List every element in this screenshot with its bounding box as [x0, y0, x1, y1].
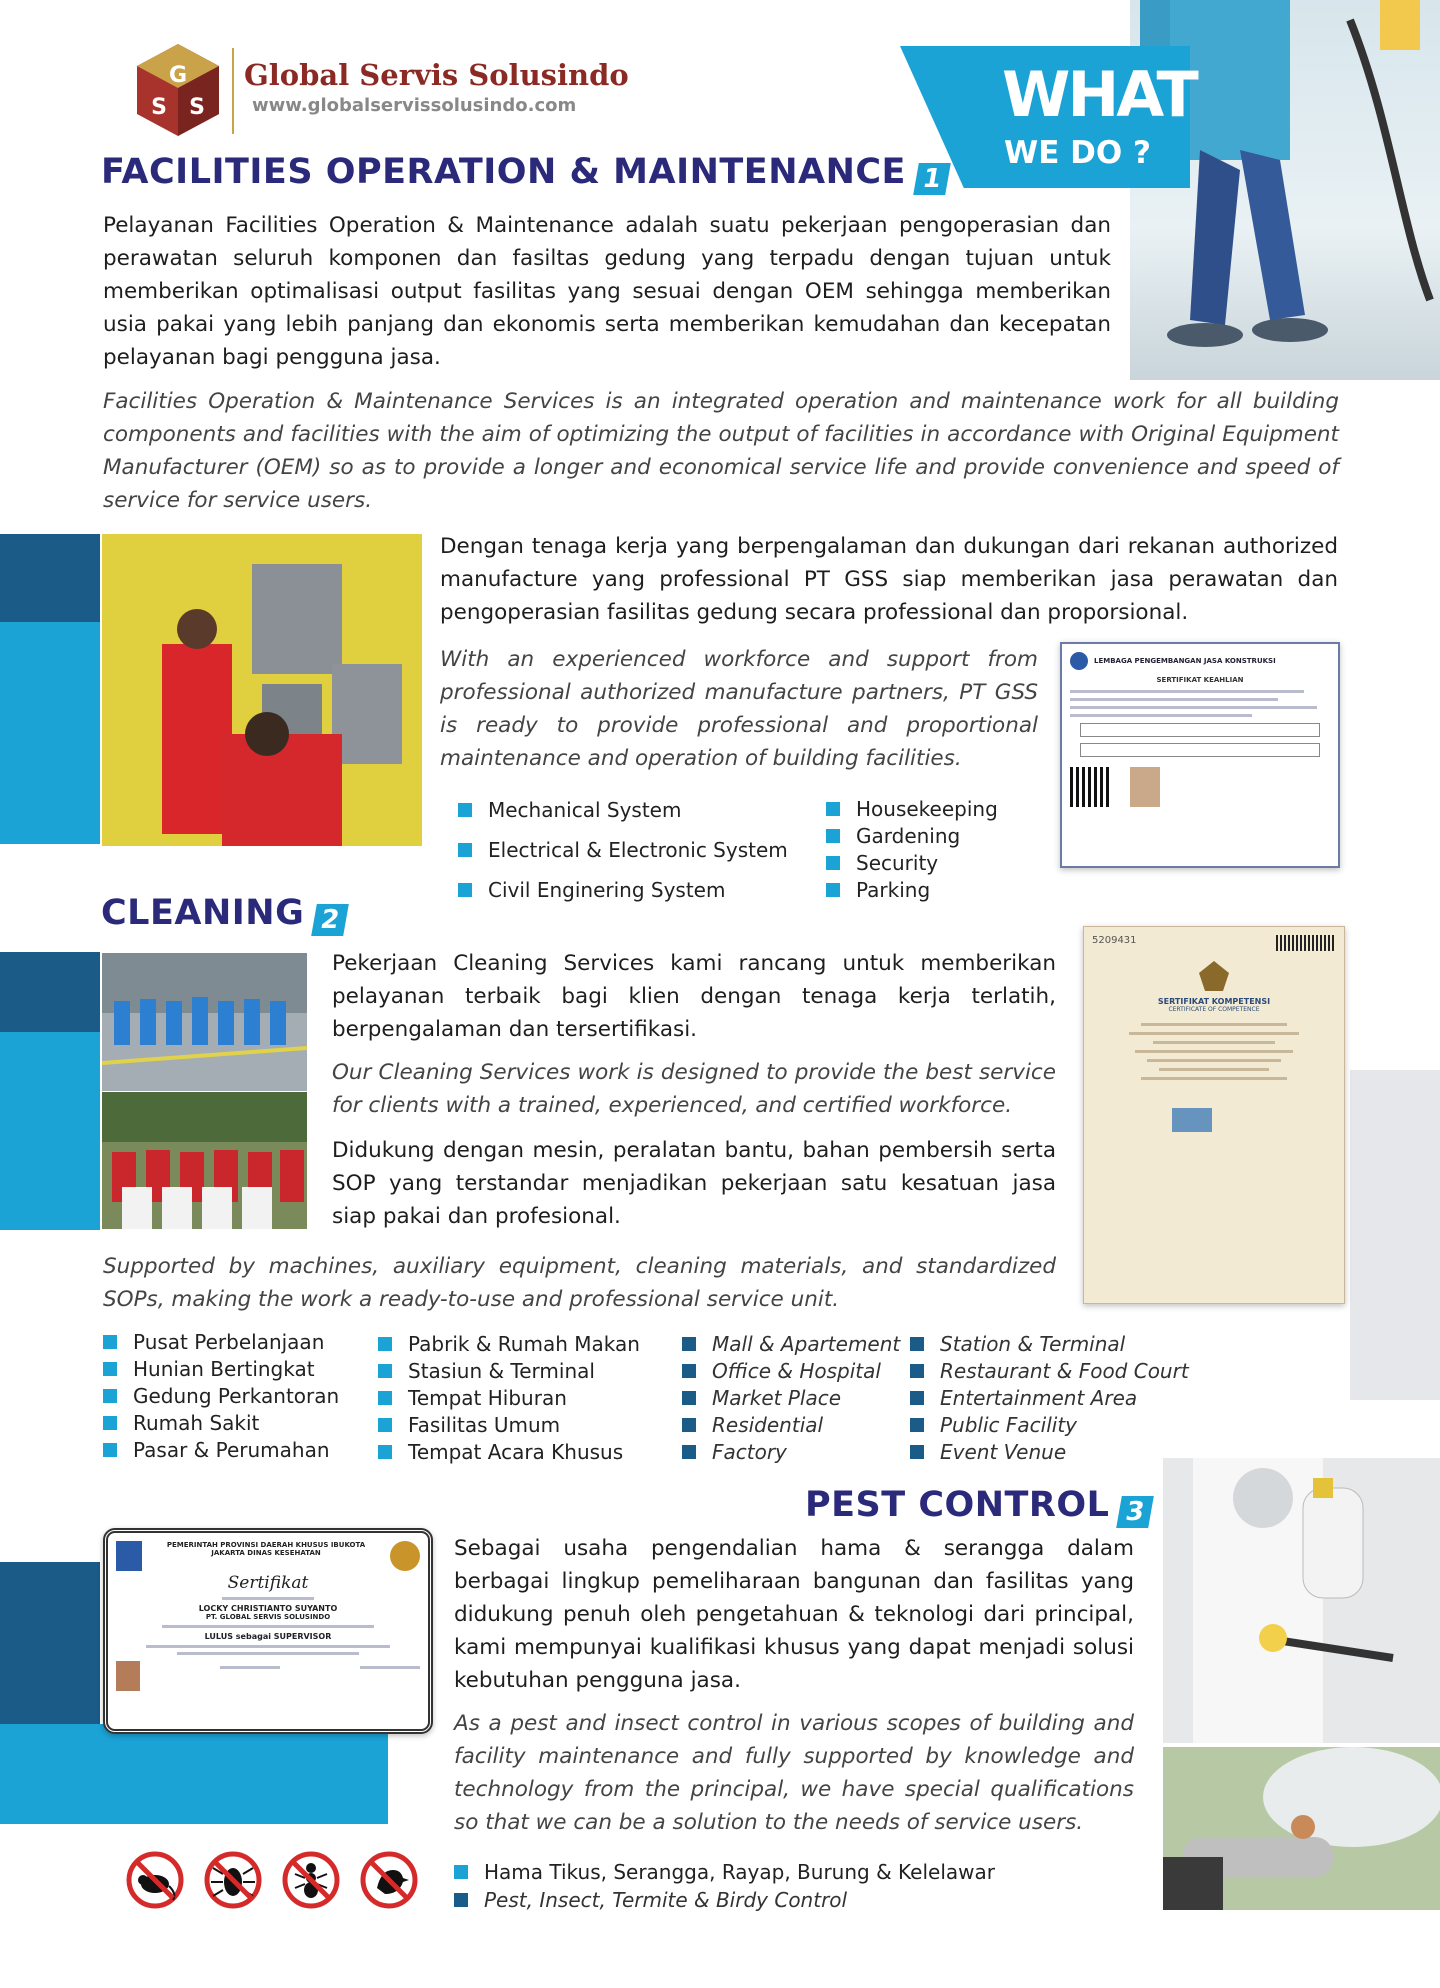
list-item: Market Place — [682, 1384, 900, 1411]
cert3-header: PEMERINTAH PROVINSI DAERAH KHUSUS IBUKOTA JAKARTA DINAS KESEHATAN — [166, 1541, 366, 1557]
brand-name: Global Servis Solusindo — [244, 58, 629, 92]
qr-code-icon — [1070, 767, 1110, 807]
list-item: Restaurant & Food Court — [910, 1357, 1189, 1384]
section2-team-photo-2 — [102, 1092, 307, 1229]
list-item: Electrical & Electronic System — [458, 830, 788, 870]
section1-certificate — [1060, 642, 1340, 868]
list-item: Mechanical System — [458, 790, 788, 830]
section1-electrical-photo — [102, 534, 422, 846]
section3-title-text: PEST CONTROL — [805, 1485, 1110, 1525]
list-item: Parking — [826, 876, 998, 903]
list-item: Pest, Insect, Termite & Birdy Control — [454, 1886, 995, 1914]
list-item: Mall & Apartement — [682, 1330, 900, 1357]
no-termite-icon — [281, 1850, 341, 1910]
section1-desc-en: Facilities Operation & Maintenance Services is an integrated operation and maintenance work for all building components and facilities with the aim of optimizing the output of facilities in accordance with Original Equipment Manufacturer (OEM) so as to provide a longer and economical service life and provide convenience and speed of service for service users. — [103, 389, 1339, 513]
jakarta-emblem-icon — [116, 1541, 142, 1571]
section3-fogging-photo — [1163, 1747, 1440, 1910]
no-rat-icon — [125, 1850, 185, 1910]
section3-title — [805, 1485, 1151, 1528]
list-item: Fasilitas Umum — [378, 1411, 640, 1438]
brand-url[interactable]: www.globalservissolusindo.com — [252, 95, 577, 116]
lpjk-logo-icon — [1070, 652, 1088, 670]
section2-desc-id: Pekerjaan Cleaning Services kami rancang untuk memberikan pelayanan terbaik bagi klien dengan tenaga kerja terlatih, berpengalaman dan tersertifikasi. — [332, 951, 1056, 1042]
section1-services-right — [826, 795, 998, 903]
list-item: Tempat Acara Khusus — [378, 1438, 640, 1465]
section1-services-left — [458, 790, 788, 910]
section2-band-light — [0, 1032, 100, 1230]
list-item: Entertainment Area — [910, 1384, 1189, 1411]
section2-title — [101, 893, 346, 936]
section2-team-photo-1 — [102, 953, 307, 1091]
cert3-photo — [116, 1661, 140, 1691]
cert2-subtitle: CERTIFICATE OF COMPETENCE — [1168, 1006, 1260, 1013]
list-item: Gardening — [826, 822, 998, 849]
section2-desc-en: Our Cleaning Services work is designed to provide the best service for clients with a trained, experienced, and certified workforce. — [332, 1060, 1056, 1118]
section3-pest-list — [454, 1858, 995, 1914]
section2-title-text: CLEANING — [101, 893, 305, 933]
list-item: Pusat Perbelanjaan — [103, 1328, 339, 1355]
banner-line1: WHAT — [1002, 58, 1196, 131]
cert3-status: LULUS sebagai SUPERVISOR — [204, 1632, 332, 1641]
banner-line2: WE DO ? — [1004, 135, 1152, 171]
cert1-org: LEMBAGA PENGEMBANGAN JASA KONSTRUKSI — [1094, 657, 1276, 665]
section2-list-id-1 — [103, 1328, 339, 1463]
garuda-emblem-icon — [1199, 961, 1229, 991]
section2-number: 2 — [312, 904, 350, 936]
section1-number: 1 — [913, 163, 951, 195]
section3-band-dark — [0, 1562, 100, 1724]
section3-spray-photo — [1163, 1458, 1440, 1743]
svg-text:S: S — [151, 95, 167, 120]
list-item: Residential — [682, 1411, 900, 1438]
section2-band-dark — [0, 952, 100, 1032]
list-item: Rumah Sakit — [103, 1409, 339, 1436]
list-item: Public Facility — [910, 1411, 1189, 1438]
list-item: Hama Tikus, Serangga, Rayap, Burung & Kelelawar — [454, 1858, 995, 1886]
list-item: Hunian Bertingkat — [103, 1355, 339, 1382]
no-cockroach-icon — [203, 1850, 263, 1910]
svg-text:S: S — [189, 95, 205, 120]
no-bird-icon — [359, 1850, 419, 1910]
cert2-title: SERTIFIKAT KOMPETENSI — [1157, 997, 1271, 1006]
list-item: Event Venue — [910, 1438, 1189, 1465]
section1-band-light — [0, 622, 100, 844]
pest-icons-row — [125, 1850, 419, 1910]
list-item: Factory — [682, 1438, 900, 1465]
bnsp-logo-icon — [1172, 1108, 1212, 1132]
section3-number: 3 — [1117, 1496, 1155, 1528]
list-item: Gedung Perkantoran — [103, 1382, 339, 1409]
section2-list-en-2 — [910, 1330, 1189, 1465]
cert1-title: SERTIFIKAT KEAHLIAN — [1156, 676, 1244, 684]
cert3-company: PT. GLOBAL SERVIS SOLUSINDO — [205, 1613, 331, 1621]
section2-list-id-2 — [378, 1330, 640, 1465]
svg-text:G: G — [168, 63, 188, 88]
section3-certificate — [103, 1528, 433, 1734]
section3-band-light — [0, 1724, 388, 1824]
list-item: Pabrik & Rumah Makan — [378, 1330, 640, 1357]
section1-desc-id: Pelayanan Facilities Operation & Maintenance adalah suatu pekerjaan pengoperasian dan perawatan seluruh komponen dan fasiltas gedung yang terpadu dengan tujuan untuk memberikan optimalisasi output fasilitas yang sesuai dengan OEM sehingga memberikan usia pakai yang lebih panjang dan ekonomis serta memberikan kemudahan dan kecepatan pelayanan bagi pengguna jasa. — [103, 213, 1111, 370]
section2-grey-band — [1350, 1070, 1440, 1400]
cert3-name: LOCKY CHRISTIANTO SUYANTO — [198, 1604, 338, 1613]
section2-certificate — [1083, 926, 1345, 1304]
logo-divider — [232, 48, 234, 134]
section1-title-text: FACILITIES OPERATION & MAINTENANCE — [101, 152, 906, 192]
section3-desc-id: Sebagai usaha pengendalian hama & serangga dalam berbagai lingkup pemeliharaan bangunan dan fasilitas yang didukung penuh oleh pengetahuan & teknologi dari principal, kami mempunyai kualifikasi khusus yang dapat menjadi solusi kebutuhan pengguna jasa. — [454, 1536, 1134, 1693]
list-item: Civil Enginering System — [458, 870, 788, 910]
cert3-title: Sertifikat — [227, 1573, 309, 1593]
list-item: Housekeeping — [826, 795, 998, 822]
list-item: Station & Terminal — [910, 1330, 1189, 1357]
section2-support-en: Supported by machines, auxiliary equipment, cleaning materials, and standardized SOPs, making the work a ready-to-use and professional service unit. — [103, 1254, 1056, 1312]
section1-support-id: Dengan tenaga kerja yang berpengalaman dan dukungan dari rekanan authorized manufacture yang professional PT GSS siap memberikan jasa perawatan dan pengoperasian fasilitas gedung secara professional dan proporsional. — [440, 534, 1338, 625]
health-seal-icon — [390, 1541, 420, 1571]
section1-support-en: With an experienced workforce and support from professional authorized manufacture partners, PT GSS is ready to provide professional and proportional maintenance and operation of building facilities. — [440, 647, 1038, 771]
barcode-icon — [1276, 935, 1336, 951]
list-item: Tempat Hiburan — [378, 1384, 640, 1411]
list-item: Office & Hospital — [682, 1357, 900, 1384]
list-item: Security — [826, 849, 998, 876]
section3-desc-en: As a pest and insect control in various scopes of building and facility maintenance and fully supported by knowledge and technology from the principal, we have special qualifications so that we can be a solution to the needs of service users. — [454, 1711, 1134, 1835]
section2-support-id: Didukung dengan mesin, peralatan bantu, bahan pembersih serta SOP yang terstandar menjadikan pekerjaan satu kesatuan jasa siap pakai dan profesional. — [332, 1138, 1056, 1229]
section2-list-en-1 — [682, 1330, 900, 1465]
cert1-photo — [1130, 767, 1160, 807]
section1-title — [101, 152, 948, 195]
list-item: Pasar & Perumahan — [103, 1436, 339, 1463]
list-item: Stasiun & Terminal — [378, 1357, 640, 1384]
section1-band-dark — [0, 534, 100, 622]
cert2-serial: 5209431 — [1092, 935, 1137, 946]
logo — [135, 42, 221, 138]
